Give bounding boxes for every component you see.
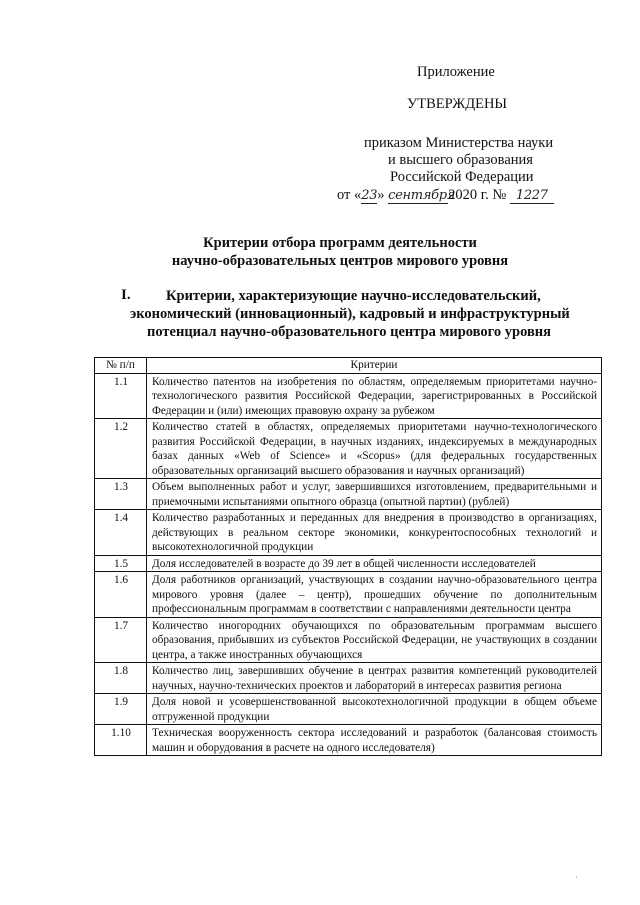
row-criterion: Количество лиц, завершивших обучение в центрах развития компетенций руководителей научных, научно-технических проектов и лабораторий в интересах развития региона <box>147 663 602 694</box>
order-line-2: и высшего образования <box>388 152 533 168</box>
table-header-row <box>95 358 602 374</box>
row-criterion: Объем выполненных работ и услуг, завершившихся изготовлением, предварительными и приемочными испытаниями опытного образца (опытной партии) (рублей) <box>147 479 602 510</box>
row-criterion: Количество разработанных и переданных для внедрения в производство в организациях, действующих в реальном секторе экономики, конкурентоспособных технологий и высокотехнологичной продукции <box>147 510 602 556</box>
table-row <box>95 479 602 510</box>
row-number: 1.8 <box>95 663 147 694</box>
row-number: 1.4 <box>95 510 147 556</box>
table-row <box>95 663 602 694</box>
order-date-line <box>337 186 554 204</box>
criteria-table <box>94 357 602 756</box>
order-line-3: Российской Федерации <box>390 169 534 185</box>
row-criterion: Количество статей в областях, определяемых приоритетами научно-технологического развития Российской Федерации, в научных изданиях, индексируемых в международных базах данных «Web of Science» и «Scopus» (для федеральных государственных образовательных организаций высшего образования и научных организаций) <box>147 419 602 479</box>
document-title-line-1: Критерии отбора программ деятельности <box>203 235 477 251</box>
table-row <box>95 694 602 725</box>
row-number: 1.5 <box>95 555 147 572</box>
row-number: 1.2 <box>95 419 147 479</box>
approved-label: УТВЕРЖДЕНЫ <box>407 96 508 112</box>
date-prefix: от « <box>337 187 362 203</box>
section-title-line-3: потенциал научно-образовательного центра мирового уровня <box>147 324 551 340</box>
order-line-1: приказом Министерства науки <box>364 135 554 151</box>
header-criteria: Критерии <box>147 358 602 374</box>
document-title-line-2: научно-образовательных центров мирового уровня <box>171 253 509 269</box>
row-criterion: Количество патентов на изобретения по областям, определяемым приоритетами научно-технологического развития Российской Федерации, зарегистрированных в Российской Федерации и (или) имеющих правовую охрану за рубежом <box>147 373 602 419</box>
row-number: 1.3 <box>95 479 147 510</box>
handwritten-order-number: 1227 <box>510 189 554 204</box>
row-number: 1.10 <box>95 725 147 756</box>
row-criterion: Количество иногородних обучающихся по образовательным программам высшего образования, прибывших из субъектов Российской Федерации, не участвующих в создании центра, а также иностранных обучающихся <box>147 617 602 663</box>
table-row <box>95 555 602 572</box>
date-year: 2020 г. № <box>448 187 507 203</box>
row-number: 1.9 <box>95 694 147 725</box>
section-title-line-1: Критерии, характеризующие научно-исследовательский, <box>166 288 541 304</box>
row-number: 1.6 <box>95 572 147 618</box>
table-row <box>95 419 602 479</box>
table-row <box>95 510 602 556</box>
row-criterion: Доля исследователей в возрасте до 39 лет в общей численности исследователей <box>147 555 602 572</box>
row-criterion: Доля новой и усовершенствованной высокотехнологичной продукции в общем объеме отгруженной продукции <box>147 694 602 725</box>
row-number: 1.1 <box>95 373 147 419</box>
row-criterion: Доля работников организаций, участвующих в создании научно-образовательного центра мирового уровня (далее – центр), прошедших обучение по дополнительным профессиональным программам в соответствии с направлениями деятельности центра <box>147 572 602 618</box>
section-number: I. <box>121 287 131 303</box>
table-row <box>95 725 602 756</box>
row-number: 1.7 <box>95 617 147 663</box>
scan-mark: · <box>575 873 578 882</box>
table-row <box>95 373 602 419</box>
row-criterion: Техническая вооруженность сектора исследований и разработок (балансовая стоимость машин и оборудования в расчете на одного исследователя) <box>147 725 602 756</box>
table-row <box>95 617 602 663</box>
table-row <box>95 572 602 618</box>
section-title-line-2: экономический (инновационный), кадровый и инфраструктурный <box>130 306 570 322</box>
header-number: № п/п <box>95 358 147 374</box>
appendix-label: Приложение <box>417 64 495 80</box>
handwritten-month: сентября <box>388 188 456 203</box>
date-mid: » <box>377 187 385 203</box>
handwritten-day: 23 <box>361 188 378 203</box>
